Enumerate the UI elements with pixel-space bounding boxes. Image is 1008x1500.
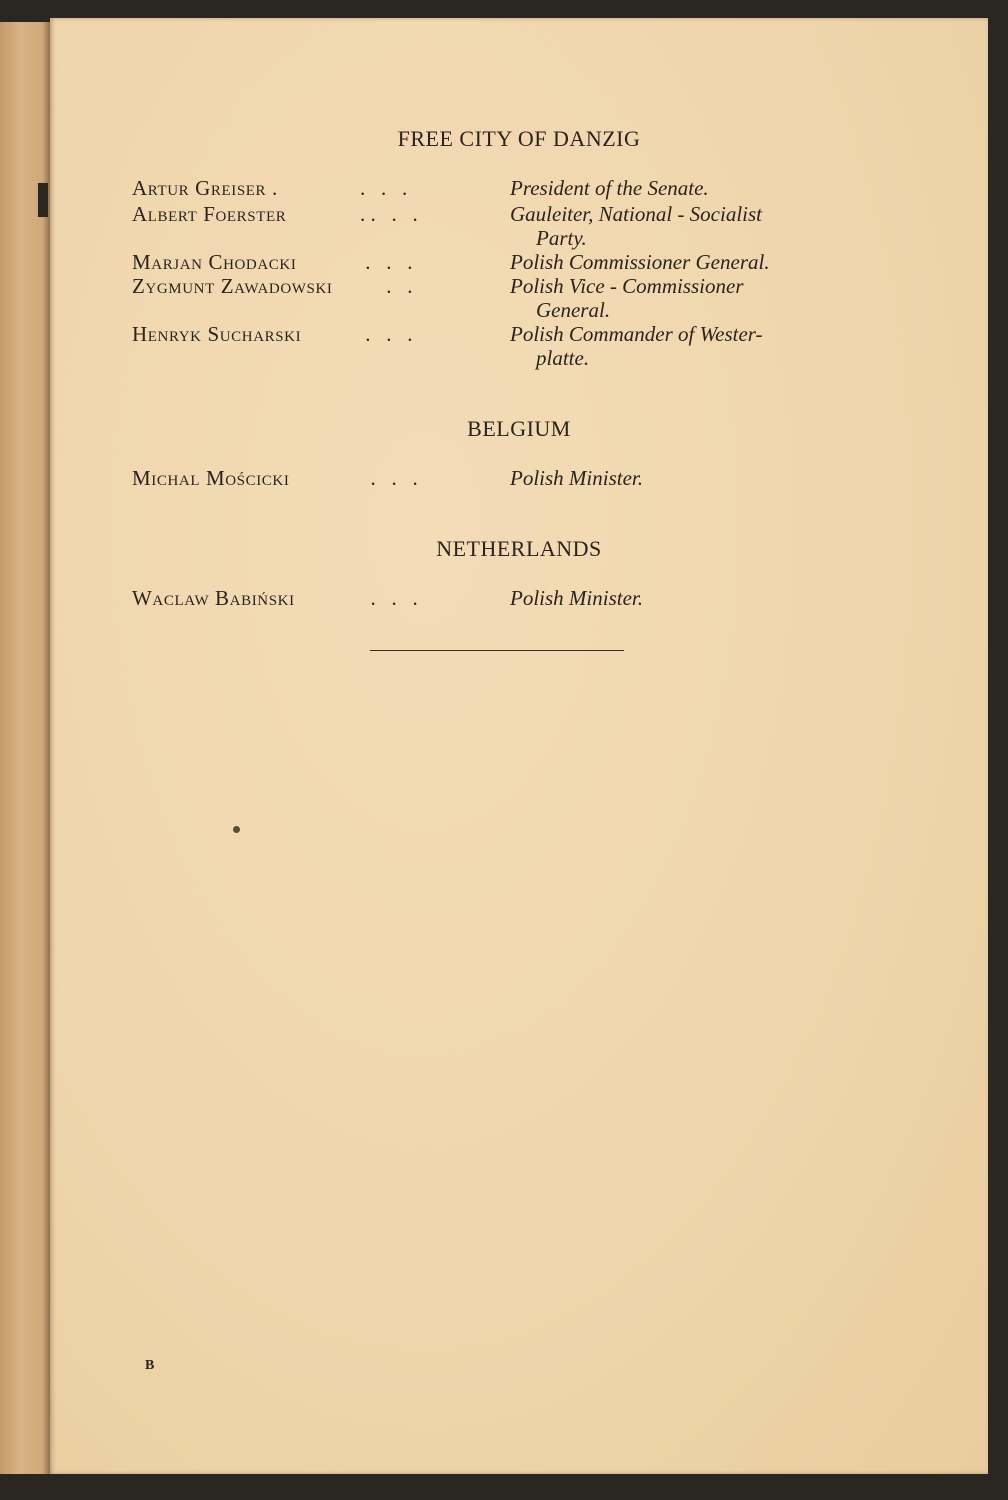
section-heading-danzig: FREE CITY OF DANZIG <box>397 126 641 151</box>
entry-name: Artur Greiser . <box>132 176 278 200</box>
entry-role <box>510 250 860 274</box>
leader-dots: . . <box>360 274 413 298</box>
leader-dots: . . . <box>360 322 413 346</box>
entry-name: Albert Foerster <box>132 202 287 226</box>
role-continuation: platte. <box>536 346 590 370</box>
left-page-edge <box>0 22 50 1474</box>
role-continuation: Party. <box>536 226 587 250</box>
entry-role <box>510 322 860 370</box>
entry-name: Waclaw Babiński <box>132 586 295 610</box>
role-line: Polish Minister. <box>510 466 644 490</box>
section-heading-netherlands: NETHERLANDS <box>436 536 602 561</box>
entry-role <box>510 586 860 610</box>
binding-tab <box>38 183 48 217</box>
entry-name: Zygmunt Zawadowski <box>132 274 333 298</box>
page-body <box>50 18 988 1474</box>
leader-dots: . . . <box>360 250 413 274</box>
leader-dots: . . . <box>360 466 418 490</box>
entry-role <box>510 202 860 250</box>
role-line: Polish Minister. <box>510 586 644 610</box>
role-line: President of the Senate. <box>510 176 709 200</box>
leader-dots: . . . <box>360 176 408 200</box>
role-line: Gauleiter, National - Socialist <box>510 202 762 226</box>
entry-role <box>510 176 860 200</box>
signature-mark: B <box>145 1358 155 1373</box>
entry-name: Michal Mościcki <box>132 466 290 490</box>
paper-speck <box>233 826 240 833</box>
role-continuation: General. <box>536 298 611 322</box>
role-line: Polish Vice - Commissioner <box>510 274 744 298</box>
section-divider <box>370 650 624 651</box>
section-heading-belgium: BELGIUM <box>467 416 571 441</box>
entry-role <box>510 274 860 322</box>
entry-name: Henryk Sucharski <box>132 322 302 346</box>
role-line: Polish Commander of Wester- <box>510 322 763 346</box>
leader-dots: . . . <box>360 586 418 610</box>
role-line: Polish Commissioner General. <box>510 250 770 274</box>
leader-dots: . . . . <box>360 202 418 226</box>
right-edge <box>988 14 1008 1484</box>
entry-name: Marjan Chodacki <box>132 250 297 274</box>
entry-role <box>510 466 860 490</box>
